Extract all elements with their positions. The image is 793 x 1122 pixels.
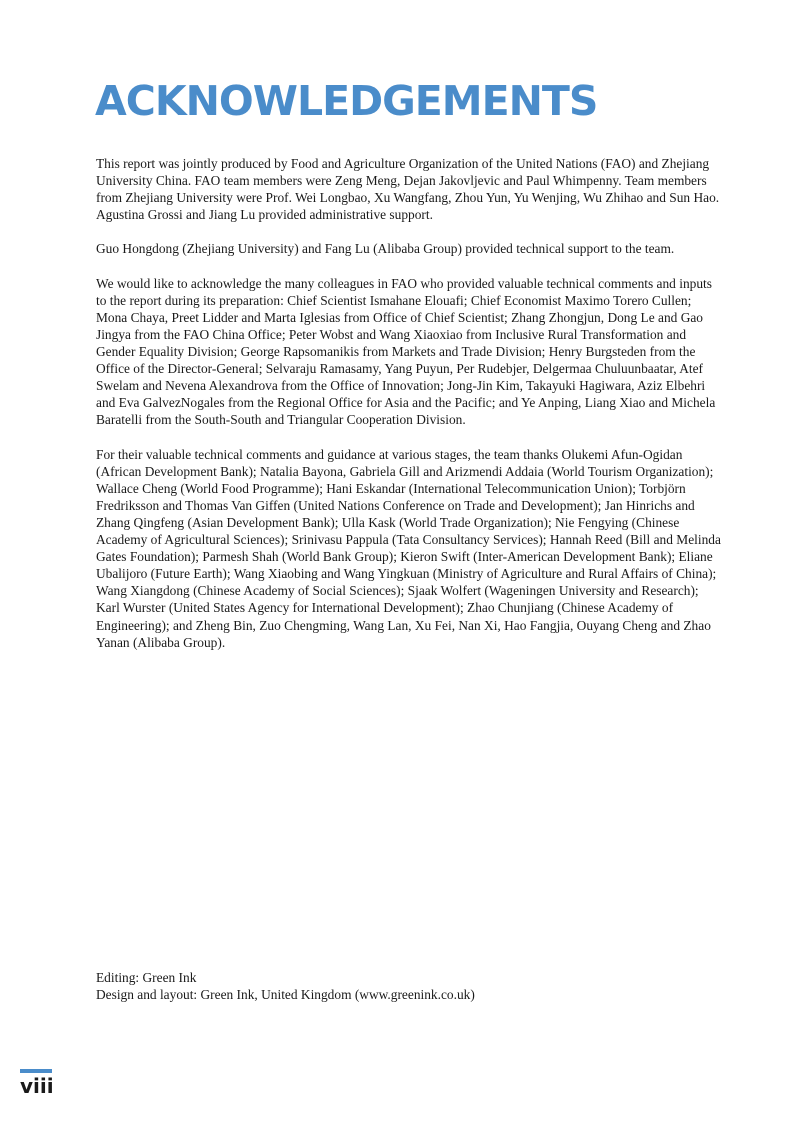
page-number: viii	[20, 1074, 54, 1098]
paragraph-external-reviewers: For their valuable technical comments and guidance at various stages, the team thanks Olukemi Afun-Ogidan (African Development Bank); Natalia Bayona, Gabriela Gill and Arizmendi Addaia (World Tourism Organization); Wallace Cheng (World Food Programme); Hani Eskandar (International Telecommunication Union); Torbjörn Fredriksson and Thomas Van Giffen (United Nations Conference on Trade and Development); Jan Hinrichs and Zhang Qingfeng (Asian Development Bank); Ulla Kask (World Trade Organization); Nie Fengying (Chinese Academy of Agricultural Sciences); Srinivasu Pappula (Tata Consultancy Services); Hannah Reed (Bill and Melinda Gates Foundation); Parmesh Shah (World Bank Group); Kieron Swift (Inter-American Development Bank); Eliane Ubalijoro (Future Earth); Wang Xiaobing and Wang Yingkuan (Ministry of Agriculture and Rural Affairs of China); Wang Xiangdong (Chinese Academy of Social Sciences); Sjaak Wolfert (Wageningen University and Research); Karl Wurster (United States Agency for International Development); Zhao Chunjiang (Chinese Academy of Engineering); and Zheng Bin, Zuo Chengming, Wang Lan, Xu Fei, Nan Xi, Hao Fangjia, Ouyang Cheng and Zhao Yanan (Alibaba Group).	[96, 446, 721, 650]
editing-credit: Editing: Green Ink	[96, 970, 197, 985]
design-credit: Design and layout: Green Ink, United Kingdom (www.greenink.co.uk)	[96, 987, 475, 1003]
page-title: ACKNOWLEDGEMENTS	[95, 77, 598, 125]
page-number-accent-bar	[20, 1069, 52, 1073]
production-credits	[96, 969, 716, 1003]
paragraph-technical-support: Guo Hongdong (Zhejiang University) and Fang Lu (Alibaba Group) provided technical support to the team.	[96, 241, 675, 257]
paragraph-production-team: This report was jointly produced by Food and Agriculture Organization of the United Nations (FAO) and Zhejiang University China. FAO team members were Zeng Meng, Dejan Jakovljevic and Paul Whimpenny. Team members from Zhejiang University were Prof. Wei Longbao, Xu Wangfang, Zhou Yun, Yu Wenjing, Wu Zhihao and Sun Hao. Agustina Grossi and Jiang Lu provided administrative support.	[96, 156, 720, 223]
paragraph-fao-colleagues: We would like to acknowledge the many colleagues in FAO who provided valuable technical comments and inputs to the report during its preparation: Chief Scientist Ismahane Elouafi; Chief Economist Maximo Torero Cullen; Mona Chaya, Preet Lidder and Marta Iglesias from Office of Chief Scientist; Zhang Zhongjun, Dong Le and Gao Jingya from the FAO China Office; Peter Wobst and Wang Xiaoxiao from Inclusive Rural Transformation and Gender Equality Division; George Rapsomanikis from Markets and Trade Division; Henry Burgsteden from the Office of the Director-General; Selvaraju Ramasamy, Yang Puyun, Per Rudebjer, Delgermaa Chuluunbaatar, Atef Swelam and Nevena Alexandrova from the Office of Innovation; Jong-Jin Kim, Takayuki Hagiwara, Aziz Elbehri and Eva GalvezNogales from the Regional Office for Asia and the Pacific; and Ye Anping, Liang Xiao and Michela Baratelli from the South-South and Triangular Cooperation Division.	[96, 275, 716, 428]
acknowledgements-body	[96, 155, 724, 668]
